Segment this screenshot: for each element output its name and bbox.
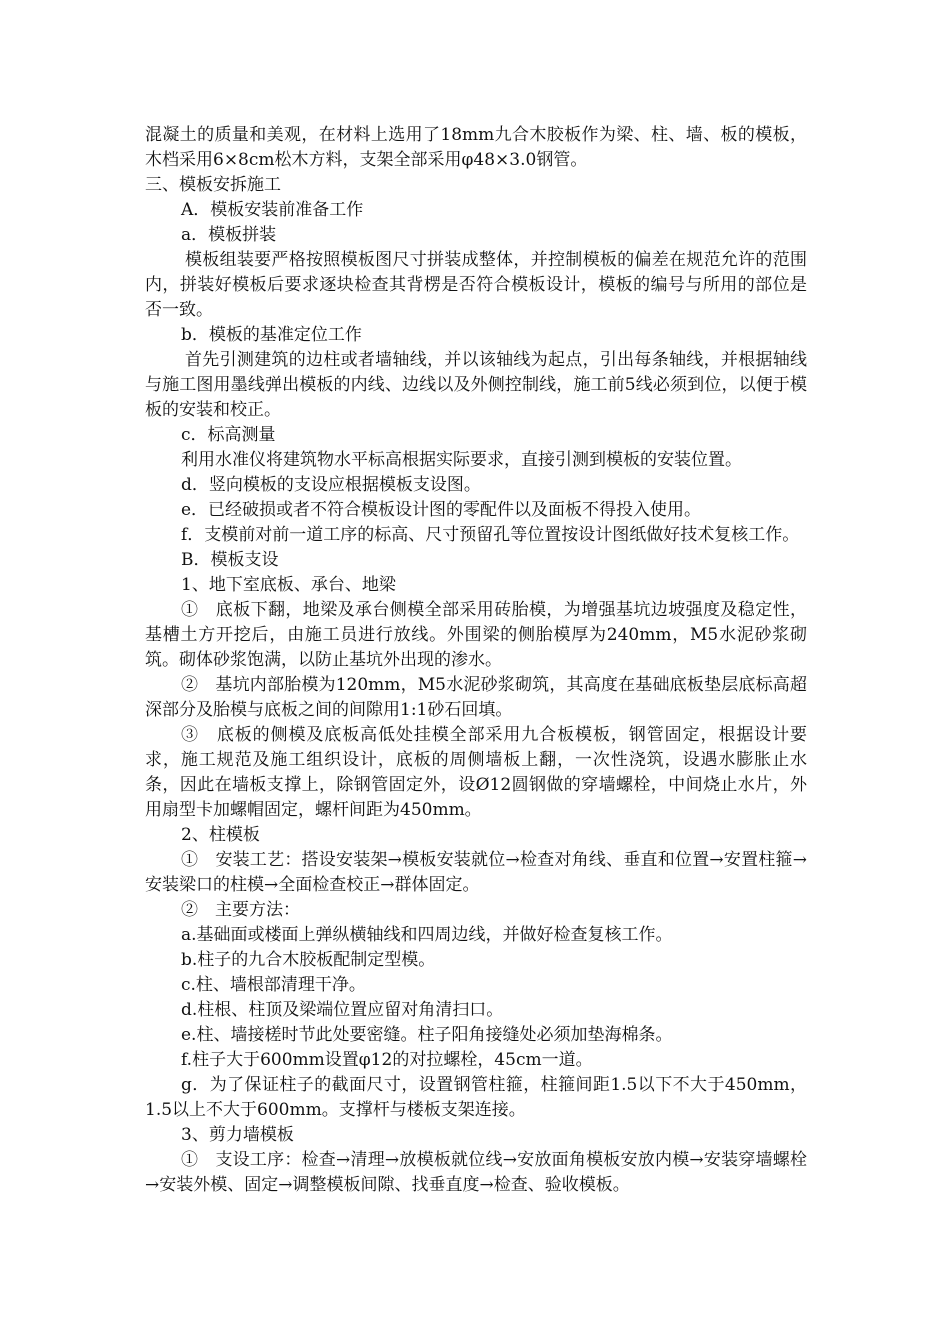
document-body	[145, 123, 807, 1198]
list-item: ② 基坑内部胎模为120mm，M5水泥砂浆砌筑，其高度在基础底板垫层底标高超深部分及胎模与底板之间的间隙用1:1砂石回填。	[145, 675, 807, 720]
list-item: f．支模前对前一道工序的标高、尺寸预留孔等位置按设计图纸做好技术复核工作。	[181, 525, 800, 545]
list-item: e．已经破损或者不符合模板设计图的零配件以及面板不得投入使用。	[181, 500, 702, 520]
list-item: c.柱、墙根部清理干净。	[181, 975, 366, 995]
item-heading: c．标高测量	[181, 425, 276, 445]
list-item: ① 支设工序：检查→清理→放模板就位线→安放面角模板安放内模→安装穿墙螺栓→安装外模、固定→调整模板间隙、找垂直度→检查、验收模板。	[145, 1150, 807, 1195]
item-heading: 2、柱模板	[181, 825, 260, 845]
list-item: e.柱、墙接槎时节此处要密缝。柱子阳角接缝处必须加垫海棉条。	[181, 1025, 673, 1045]
paragraph: 首先引测建筑的边柱或者墙轴线，并以该轴线为起点，引出每条轴线，并根据轴线与施工图用墨线弹出模板的内线、边线以及外侧控制线，施工前5线必须到位，以便于模板的安装和校正。	[145, 350, 807, 420]
list-item: ① 底板下翻，地梁及承台侧模全部采用砖胎模，为增强基坑边坡强度及稳定性，基槽土方开挖后，由施工员进行放线。外围梁的侧胎模厚为240mm，M5水泥砂浆砌筑。砌体砂浆饱满，以防止基坑外出现的渗水。	[145, 600, 807, 670]
paragraph: 混凝土的质量和美观，在材料上选用了18mm九合木胶板作为梁、柱、墙、板的模板，木档采用6×8cm松木方料，支架全部采用φ48×3.0钢管。	[145, 125, 807, 170]
subsection-heading: B．模板支设	[181, 550, 279, 570]
list-item: b.柱子的九合木胶板配制定型模。	[181, 950, 436, 970]
list-item: d.柱根、柱顶及梁端位置应留对角清扫口。	[181, 1000, 504, 1020]
list-item: ① 安装工艺：搭设安装架→模板安装就位→检查对角线、垂直和位置→安置柱箍→安装梁口的柱模→全面检查校正→群体固定。	[145, 850, 807, 895]
list-item: ③ 底板的侧模及底板高低处挂模全部采用九合板模板，钢管固定，根据设计要求，施工规范及施工组织设计，底板的周侧墙板上翻，一次性浇筑，设遇水膨胀止水条，因此在墙板支撑上，除钢管固定外，设Ø12圆钢做的穿墙螺栓，中间烧止水片，外用扇型卡加螺帽固定，螺杆间距为450mm。	[145, 725, 807, 820]
list-item: a.基础面或楼面上弹纵横轴线和四周边线，并做好检查复核工作。	[181, 925, 673, 945]
section-heading: 三、模板安拆施工	[145, 175, 281, 195]
item-heading: b．模板的基准定位工作	[181, 325, 362, 345]
paragraph: 利用水准仪将建筑物水平标高根据实际要求，直接引测到模板的安装位置。	[181, 450, 742, 470]
list-item: ② 主要方法：	[181, 900, 300, 920]
list-item: g．为了保证柱子的截面尺寸，设置钢管柱箍，柱箍间距1.5以下不大于450mm，1.5以上不大于600mm。支撑杆与楼板支架连接。	[145, 1075, 807, 1120]
item-heading: 1、地下室底板、承台、地梁	[181, 575, 396, 595]
list-item: f.柱子大于600mm设置φ12的对拉螺栓，45cm一道。	[181, 1050, 593, 1070]
subsection-heading: A．模板安装前准备工作	[181, 200, 364, 220]
paragraph: 模板组装要严格按照模板图尺寸拼装成整体，并控制模板的偏差在规范允许的范围内，拼装好模板后要求逐块检查其背楞是否符合模板设计，模板的编号与所用的部位是否一致。	[145, 250, 807, 320]
item-heading: 3、剪力墙模板	[181, 1125, 294, 1145]
item-heading: a．模板拼装	[181, 225, 277, 245]
list-item: d．竖向模板的支设应根据模板支设图。	[181, 475, 481, 495]
